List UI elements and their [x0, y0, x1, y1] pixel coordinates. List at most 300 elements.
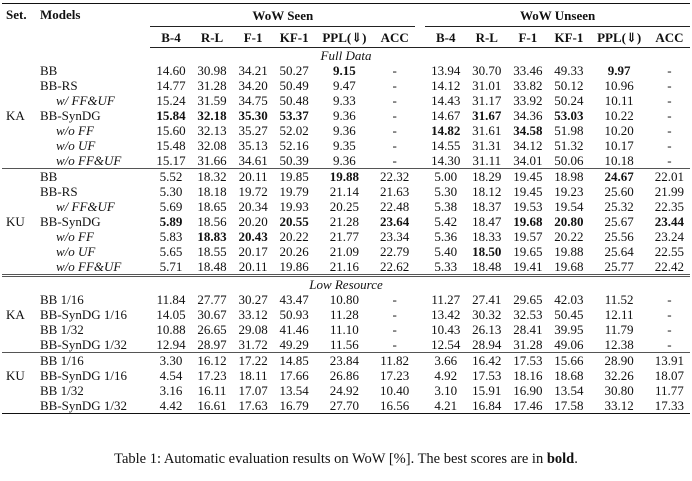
metric-header: KF-1 — [548, 27, 589, 48]
score-cell: 27.41 — [472, 292, 502, 307]
score-cell: 5.40 — [434, 244, 458, 259]
score-cell: 19.54 — [554, 199, 584, 214]
score-cell: 18.55 — [197, 244, 227, 259]
score-cell: 52.16 — [279, 138, 309, 153]
table-row — [2, 383, 690, 398]
score-cell: 17.23 — [197, 368, 227, 383]
score-cell: 11.82 — [374, 353, 415, 369]
set-header: Set. — [6, 7, 27, 22]
model-name: BB-SynDG — [40, 214, 101, 229]
set-cell — [2, 78, 38, 93]
score-cell: 18.83 — [197, 229, 227, 244]
metric-header: R-L — [192, 27, 233, 48]
score-cell: 30.70 — [472, 63, 502, 78]
score-cell: 50.45 — [554, 307, 584, 322]
model-name: w/ FF&UF — [56, 199, 115, 214]
model-name: BB — [40, 63, 58, 78]
table-row — [2, 322, 690, 337]
score-cell: 21.09 — [329, 244, 360, 259]
score-cell: 35.27 — [238, 123, 268, 138]
score-cell: 11.77 — [655, 383, 684, 398]
model-name: w/o FF — [56, 229, 94, 244]
score-cell: 10.43 — [431, 322, 461, 337]
score-cell: 19.88 — [554, 244, 584, 259]
score-cell: 3.66 — [425, 353, 466, 369]
set-cell — [2, 138, 38, 153]
model-name: BB-SynDG 1/16 — [40, 368, 128, 383]
score-cell: 5.30 — [434, 184, 458, 199]
metric-header: F-1 — [507, 27, 548, 48]
score-cell: 32.26 — [604, 368, 634, 383]
set-cell — [2, 63, 38, 78]
score-cell: 39.95 — [554, 322, 584, 337]
score-cell: 5.52 — [150, 169, 191, 185]
set-cell — [2, 184, 38, 199]
score-cell: 5.69 — [159, 199, 183, 214]
score-cell: 15.48 — [156, 138, 186, 153]
score-cell: 14.30 — [431, 153, 461, 168]
score-cell: 3.16 — [159, 383, 183, 398]
score-cell: 20.20 — [238, 214, 268, 229]
score-cell: - — [667, 108, 672, 123]
score-cell: 24.92 — [329, 383, 360, 398]
table-row — [2, 153, 690, 169]
score-cell: 10.40 — [380, 383, 410, 398]
score-cell: 5.65 — [159, 244, 183, 259]
score-cell: - — [392, 138, 397, 153]
score-cell: 20.17 — [238, 244, 268, 259]
score-cell: 20.11 — [238, 259, 268, 274]
score-cell: 33.92 — [513, 93, 543, 108]
score-cell: 15.17 — [156, 153, 186, 168]
score-cell: 31.01 — [472, 78, 502, 93]
score-cell: 18.33 — [472, 229, 502, 244]
score-cell: 13.54 — [279, 383, 309, 398]
score-cell: 18.68 — [554, 368, 584, 383]
score-cell: 19.88 — [315, 169, 374, 185]
section-header: Full Data — [320, 48, 372, 63]
score-cell: 19.45 — [513, 184, 543, 199]
score-cell: 22.42 — [654, 259, 685, 274]
model-name: BB-SynDG 1/32 — [40, 337, 128, 352]
score-cell: 25.56 — [604, 229, 634, 244]
score-cell: 52.02 — [279, 123, 309, 138]
score-cell: 18.29 — [466, 169, 507, 185]
wow-seen-header: WoW Seen — [150, 4, 415, 27]
score-cell: 50.24 — [554, 93, 584, 108]
group-gap — [415, 169, 425, 185]
score-cell: 41.46 — [279, 322, 309, 337]
results-table — [2, 3, 690, 414]
set-cell: KA — [6, 108, 25, 123]
model-name: BB 1/16 — [38, 353, 150, 369]
score-cell: 15.60 — [156, 123, 186, 138]
model-name: w/o UF — [56, 138, 96, 153]
table-row — [2, 259, 690, 276]
score-cell: 13.94 — [431, 63, 461, 78]
score-cell: - — [392, 63, 397, 78]
group-gap — [415, 153, 425, 169]
group-gap — [415, 322, 425, 337]
score-cell: 9.36 — [333, 153, 356, 168]
score-cell: 17.53 — [472, 368, 502, 383]
score-cell: 21.28 — [329, 214, 360, 229]
score-cell: 25.64 — [604, 244, 634, 259]
group-gap — [415, 63, 425, 78]
table-row — [2, 353, 690, 369]
table-row — [2, 398, 690, 414]
score-cell: 9.36 — [333, 108, 356, 123]
score-cell: 18.18 — [197, 184, 227, 199]
score-cell: 12.38 — [604, 337, 634, 352]
table-row — [2, 337, 690, 353]
score-cell: 5.30 — [159, 184, 183, 199]
score-cell: 22.48 — [380, 199, 410, 214]
wow-unseen-header: WoW Unseen — [425, 4, 690, 27]
score-cell: 49.33 — [554, 63, 584, 78]
score-cell: 50.39 — [279, 153, 309, 168]
score-cell: 19.45 — [507, 169, 548, 185]
score-cell: 33.12 — [589, 398, 648, 414]
score-cell: 34.21 — [238, 63, 268, 78]
score-cell: 12.54 — [431, 337, 461, 352]
score-cell: 19.68 — [554, 259, 584, 274]
table-row — [2, 244, 690, 259]
table-row — [2, 292, 690, 307]
group-gap — [415, 214, 425, 229]
score-cell: 34.20 — [238, 78, 268, 93]
score-cell: 20.43 — [238, 229, 268, 244]
score-cell: 18.48 — [472, 259, 502, 274]
score-cell: 22.01 — [649, 169, 690, 185]
score-cell: 31.28 — [513, 337, 543, 352]
score-cell: 29.65 — [513, 292, 543, 307]
group-gap — [415, 292, 425, 307]
group-gap — [415, 337, 425, 353]
score-cell: 18.12 — [472, 184, 502, 199]
score-cell: 31.59 — [197, 93, 227, 108]
table-row — [2, 138, 690, 153]
score-cell: 21.99 — [654, 184, 685, 199]
set-cell — [2, 292, 38, 307]
score-cell: 5.89 — [159, 214, 183, 229]
group-gap — [415, 123, 425, 138]
model-name: w/o FF&UF — [56, 153, 122, 168]
model-name: BB-RS — [40, 184, 78, 199]
score-cell: 22.32 — [374, 169, 415, 185]
score-cell: 21.77 — [329, 229, 360, 244]
score-cell: - — [667, 153, 672, 168]
score-cell: 20.34 — [238, 199, 268, 214]
score-cell: - — [392, 123, 397, 138]
score-cell: 26.65 — [197, 322, 227, 337]
set-cell — [2, 398, 38, 414]
score-cell: 4.21 — [425, 398, 466, 414]
table-row — [2, 123, 690, 138]
group-gap — [415, 398, 425, 414]
group-gap — [415, 307, 425, 322]
score-cell: 5.36 — [434, 229, 458, 244]
score-cell: 11.10 — [330, 322, 359, 337]
score-cell: 50.48 — [279, 93, 309, 108]
score-cell: 27.77 — [197, 292, 227, 307]
score-cell: - — [392, 322, 397, 337]
group-gap — [415, 353, 425, 369]
metric-header: B-4 — [150, 27, 191, 48]
score-cell: 3.30 — [150, 353, 191, 369]
score-cell: 16.90 — [513, 383, 543, 398]
score-cell: 19.23 — [554, 184, 584, 199]
score-cell: - — [667, 322, 672, 337]
score-cell: 15.66 — [548, 353, 589, 369]
group-gap — [415, 4, 425, 27]
score-cell: 24.67 — [589, 169, 648, 185]
score-cell: 13.42 — [431, 307, 461, 322]
score-cell: 19.57 — [513, 229, 543, 244]
score-cell: 16.12 — [192, 353, 233, 369]
metric-header: PPL(⇓) — [589, 27, 648, 48]
score-cell: 18.16 — [513, 368, 543, 383]
table-caption — [0, 451, 692, 468]
score-cell: 17.22 — [233, 353, 274, 369]
score-cell: 16.42 — [466, 353, 507, 369]
score-cell: 10.22 — [604, 108, 634, 123]
score-cell: - — [392, 78, 397, 93]
score-cell: 21.63 — [380, 184, 410, 199]
score-cell: 22.62 — [380, 259, 410, 274]
score-cell: 34.12 — [513, 138, 543, 153]
score-cell: 11.79 — [604, 322, 634, 337]
metric-header: PPL(⇓) — [315, 27, 374, 48]
group-gap — [415, 93, 425, 108]
score-cell: 10.96 — [604, 78, 634, 93]
score-cell: 12.94 — [156, 337, 186, 352]
score-cell: 22.55 — [654, 244, 685, 259]
models-header: Models — [40, 7, 81, 22]
score-cell: 20.25 — [329, 199, 360, 214]
score-cell: 23.44 — [654, 214, 685, 229]
table-row — [2, 63, 690, 78]
set-cell: KU — [6, 368, 25, 383]
score-cell: 25.77 — [604, 259, 634, 274]
score-cell: 15.91 — [472, 383, 502, 398]
caption-bold-word: bold — [546, 451, 575, 467]
table-header — [2, 4, 690, 48]
table-row — [2, 368, 690, 383]
score-cell: 19.53 — [513, 199, 543, 214]
score-cell: 11.56 — [330, 337, 359, 352]
score-cell: 42.03 — [554, 292, 584, 307]
score-cell: 17.07 — [238, 383, 268, 398]
set-cell — [2, 322, 38, 337]
score-cell: 33.12 — [238, 307, 268, 322]
score-cell: 31.17 — [472, 93, 502, 108]
score-cell: 5.42 — [434, 214, 458, 229]
score-cell: - — [392, 108, 397, 123]
model-name: BB 1/32 — [40, 322, 84, 337]
score-cell: 19.41 — [513, 259, 543, 274]
set-cell — [2, 337, 38, 353]
table-row — [2, 229, 690, 244]
group-gap — [415, 229, 425, 244]
score-cell: 14.12 — [431, 78, 461, 93]
score-cell: 10.20 — [604, 123, 634, 138]
score-cell: - — [392, 153, 397, 168]
score-cell: - — [667, 123, 672, 138]
score-cell: 18.32 — [192, 169, 233, 185]
score-cell: 4.54 — [159, 368, 183, 383]
score-cell: 31.67 — [472, 108, 502, 123]
score-cell: 25.60 — [604, 184, 634, 199]
score-cell: 17.46 — [507, 398, 548, 414]
score-cell: - — [667, 78, 672, 93]
model-name: BB — [38, 169, 150, 185]
group-gap — [415, 78, 425, 93]
score-cell: 15.84 — [156, 108, 186, 123]
score-cell: 19.93 — [279, 199, 309, 214]
group-gap — [415, 199, 425, 214]
score-cell: 14.60 — [156, 63, 186, 78]
score-cell: 51.98 — [554, 123, 584, 138]
score-cell: 50.12 — [554, 78, 584, 93]
score-cell: 19.68 — [513, 214, 543, 229]
score-cell: 31.72 — [238, 337, 268, 352]
score-cell: 5.83 — [159, 229, 183, 244]
score-cell: 17.23 — [380, 368, 410, 383]
score-cell: 9.33 — [333, 93, 356, 108]
metric-header: B-4 — [425, 27, 466, 48]
set-cell — [2, 93, 38, 108]
score-cell: 20.11 — [233, 169, 274, 185]
score-cell: 17.53 — [507, 353, 548, 369]
section-header-row — [2, 48, 690, 64]
group-gap — [415, 138, 425, 153]
score-cell: 16.79 — [274, 398, 315, 414]
score-cell: 34.61 — [238, 153, 268, 168]
score-cell: 18.50 — [472, 244, 502, 259]
set-cell — [2, 383, 38, 398]
score-cell: 32.53 — [513, 307, 543, 322]
score-cell: 11.84 — [156, 292, 186, 307]
metric-header: R-L — [466, 27, 507, 48]
score-cell: 49.29 — [279, 337, 309, 352]
score-cell: 50.06 — [554, 153, 584, 168]
score-cell: 5.33 — [434, 259, 458, 274]
set-cell — [2, 229, 38, 244]
score-cell: 12.11 — [604, 307, 634, 322]
score-cell: 53.37 — [279, 108, 309, 123]
score-cell: 20.22 — [279, 229, 309, 244]
score-cell: 19.65 — [513, 244, 543, 259]
set-cell — [2, 244, 38, 259]
score-cell: 18.07 — [654, 368, 685, 383]
score-cell: 19.72 — [238, 184, 268, 199]
score-cell: 20.22 — [554, 229, 584, 244]
model-name: w/o FF&UF — [56, 259, 122, 274]
score-cell: 34.01 — [513, 153, 543, 168]
score-cell: 4.42 — [150, 398, 191, 414]
score-cell: 19.79 — [279, 184, 309, 199]
table-row — [2, 169, 690, 185]
score-cell: 15.24 — [156, 93, 186, 108]
score-cell: 17.63 — [233, 398, 274, 414]
score-cell: 30.98 — [197, 63, 227, 78]
metric-header: ACC — [374, 27, 415, 48]
score-cell: - — [392, 307, 397, 322]
score-cell: 14.05 — [156, 307, 186, 322]
model-name: BB-SynDG 1/16 — [40, 307, 128, 322]
score-cell: 31.28 — [197, 78, 227, 93]
score-cell: 22.79 — [380, 244, 410, 259]
score-cell: 18.11 — [238, 368, 268, 383]
score-cell: 18.37 — [472, 199, 502, 214]
score-cell: 23.34 — [380, 229, 410, 244]
score-cell: 23.24 — [654, 229, 685, 244]
model-name: BB 1/32 — [40, 383, 84, 398]
group-gap — [415, 259, 425, 276]
score-cell: 10.18 — [604, 153, 634, 168]
score-cell: 32.08 — [197, 138, 227, 153]
score-cell: 23.84 — [315, 353, 374, 369]
score-cell: 25.67 — [604, 214, 634, 229]
score-cell: 28.90 — [589, 353, 648, 369]
score-cell: 18.65 — [197, 199, 227, 214]
metric-header: KF-1 — [274, 27, 315, 48]
score-cell: 21.16 — [329, 259, 360, 274]
score-cell: 31.66 — [197, 153, 227, 168]
score-cell: 11.52 — [604, 292, 634, 307]
score-cell: 35.30 — [238, 108, 268, 123]
score-cell: 50.93 — [279, 307, 309, 322]
table-row — [2, 93, 690, 108]
score-cell: 16.61 — [192, 398, 233, 414]
score-cell: - — [667, 337, 672, 352]
score-cell: 43.47 — [279, 292, 309, 307]
model-name: BB-SynDG 1/32 — [38, 398, 150, 414]
table-body — [2, 48, 690, 414]
table-row — [2, 214, 690, 229]
table-row — [2, 199, 690, 214]
score-cell: 17.33 — [649, 398, 690, 414]
score-cell: 31.11 — [472, 153, 502, 168]
caption-period: . — [574, 451, 578, 467]
score-cell: 27.70 — [315, 398, 374, 414]
score-cell: 30.67 — [197, 307, 227, 322]
score-cell: 11.27 — [431, 292, 461, 307]
score-cell: 14.82 — [431, 123, 461, 138]
set-cell — [2, 353, 38, 369]
score-cell: 33.46 — [513, 63, 543, 78]
score-cell: 25.32 — [604, 199, 634, 214]
score-cell: 16.11 — [197, 383, 227, 398]
score-cell: 51.32 — [554, 138, 584, 153]
score-cell: 20.80 — [554, 214, 584, 229]
set-cell — [2, 199, 38, 214]
section-header-row — [2, 276, 690, 293]
score-cell: 31.61 — [472, 123, 502, 138]
model-name: BB-RS — [40, 78, 78, 93]
score-cell: 23.64 — [380, 214, 410, 229]
score-cell: 32.13 — [197, 123, 227, 138]
score-cell: 14.43 — [431, 93, 461, 108]
set-cell: KU — [6, 214, 25, 229]
score-cell: 29.08 — [238, 322, 268, 337]
score-cell: 5.38 — [434, 199, 458, 214]
score-cell: 18.56 — [197, 214, 227, 229]
score-cell: 3.10 — [434, 383, 458, 398]
score-cell: 13.54 — [554, 383, 584, 398]
score-cell: 17.58 — [548, 398, 589, 414]
